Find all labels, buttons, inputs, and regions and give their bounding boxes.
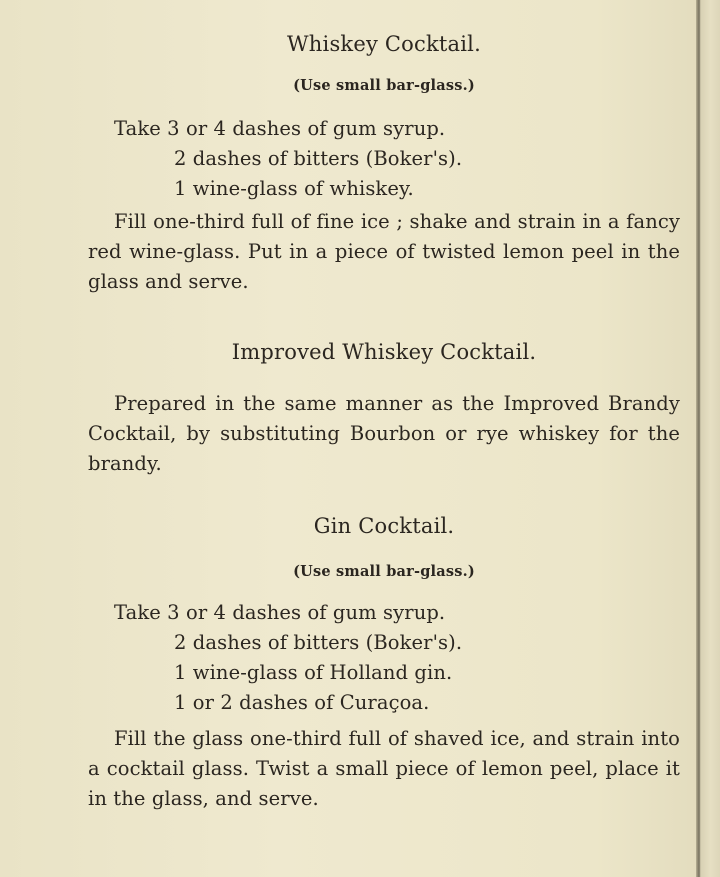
recipe-note-gin-cocktail: (Use small bar-glass.) (293, 563, 475, 580)
recipe-note-whiskey-cocktail: (Use small bar-glass.) (293, 77, 475, 94)
recipe-directions-gin-cocktail: Fill the glass one-third full of shaved ice, and strain into a cocktail glass. Twist a small piece of lemon peel, place it in the glass, and serve. (88, 727, 680, 810)
ingredient-line: 2 dashes of bitters (Boker's). (174, 631, 463, 654)
ingredient-line: Take 3 or 4 dashes of gum syrup. (114, 117, 446, 140)
recipe-directions-whiskey-cocktail: Fill one-third full of fine ice ; shake and strain in a fancy red wine-glass. Put in a piece of twisted lemon peel in the glass and serve. (88, 210, 680, 293)
recipe-title-whiskey-cocktail: Whiskey Cocktail. (287, 32, 481, 56)
ingredient-line: Take 3 or 4 dashes of gum syrup. (114, 601, 446, 624)
ingredient-line: 2 dashes of bitters (Boker's). (174, 147, 463, 170)
recipe-directions-improved-whiskey-cocktail: Prepared in the same manner as the Improved Brandy Cocktail, by substituting Bourbon or rye whiskey for the brandy. (88, 392, 680, 475)
ingredient-line: 1 wine-glass of Holland gin. (174, 661, 453, 684)
ingredient-line: 1 wine-glass of whiskey. (174, 177, 414, 200)
recipe-title-improved-whiskey-cocktail: Improved Whiskey Cocktail. (231, 340, 537, 364)
ingredients-list-whiskey-cocktail (88, 114, 680, 204)
ingredient-line: 1 or 2 dashes of Curaçoa. (174, 691, 430, 714)
page-edge-line (698, 0, 700, 877)
ingredients-list-gin-cocktail (88, 598, 680, 718)
recipe-title-gin-cocktail: Gin Cocktail. (313, 514, 455, 538)
